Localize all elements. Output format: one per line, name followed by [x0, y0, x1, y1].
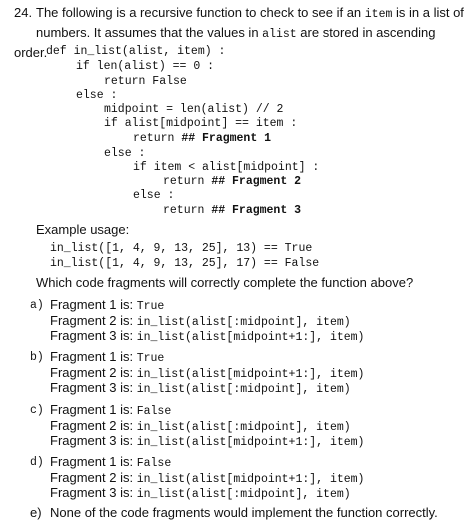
option-letter: d) — [30, 456, 44, 469]
option-e-text: None of the code fragments would implement the function correctly. — [50, 505, 438, 520]
fragment-line-3: Fragment 3 is: in_list(alist[midpoint+1:], item) — [50, 433, 365, 449]
code-line-9: if item < alist[midpoint] : — [133, 161, 320, 174]
code-line-6: if alist[midpoint] == item : — [104, 117, 298, 130]
fragment-line-1: Fragment 1 is: True — [50, 297, 165, 313]
code-line-3: return False — [104, 75, 187, 88]
fragment-line-3: Fragment 3 is: in_list(alist[:midpoint], item) — [50, 380, 351, 396]
fragment-1-placeholder: ## Fragment 1 — [181, 132, 272, 145]
code-line-10: return ## Fragment 2 — [163, 175, 302, 188]
fragment-line-2: Fragment 2 is: in_list(alist[midpoint+1:], item) — [50, 470, 365, 486]
fragment-line-2: Fragment 2 is: in_list(alist[:midpoint], item) — [50, 313, 351, 329]
fragment-line-3: Fragment 3 is: in_list(alist[:midpoint], item) — [50, 485, 351, 501]
code-line-1: def in_list(alist, item) : — [46, 45, 226, 58]
fragment-line-1: Fragment 1 is: False — [50, 454, 172, 470]
example-line-2: in_list([1, 4, 9, 13, 25], 17) == False — [50, 257, 320, 270]
fragment-line-3: Fragment 3 is: in_list(alist[midpoint+1:], item) — [50, 328, 365, 344]
fragment-2-placeholder: ## Fragment 2 — [211, 175, 302, 188]
fragment-line-2: Fragment 2 is: in_list(alist[:midpoint], item) — [50, 418, 351, 434]
code-line-12: return ## Fragment 3 — [163, 204, 302, 217]
inline-code-alist: alist — [262, 28, 297, 41]
fragment-line-2: Fragment 2 is: in_list(alist[midpoint+1:], item) — [50, 365, 365, 381]
code-line-5: midpoint = len(alist) // 2 — [104, 103, 284, 116]
fragment-line-1: Fragment 1 is: False — [50, 402, 172, 418]
example-line-1: in_list([1, 4, 9, 13, 25], 13) == True — [50, 242, 313, 255]
code-line-7: return ## Fragment 1 — [133, 132, 272, 145]
question-number: 24. — [14, 5, 33, 20]
code-line-4: else : — [76, 89, 118, 102]
fragment-3-placeholder: ## Fragment 3 — [211, 204, 302, 217]
question-prompt: Which code fragments will correctly complete the function above? — [36, 275, 414, 290]
fragment-line-1: Fragment 1 is: True — [50, 349, 165, 365]
code-line-2: if len(alist) == 0 : — [76, 60, 215, 73]
option-letter: b) — [30, 351, 44, 364]
option-letter: a) — [30, 299, 44, 312]
inline-code-item: item — [364, 8, 393, 21]
question-text: 24. The following is a recursive function to check to see if an item is in a list of numbers. It assumes that the values in alist are stored in ascending order. — [14, 5, 464, 60]
example-heading: Example usage: — [36, 222, 130, 237]
option-letter: e) — [30, 505, 42, 520]
code-line-11: else : — [133, 189, 175, 202]
option-letter: c) — [30, 404, 44, 417]
code-line-8: else : — [104, 147, 146, 160]
